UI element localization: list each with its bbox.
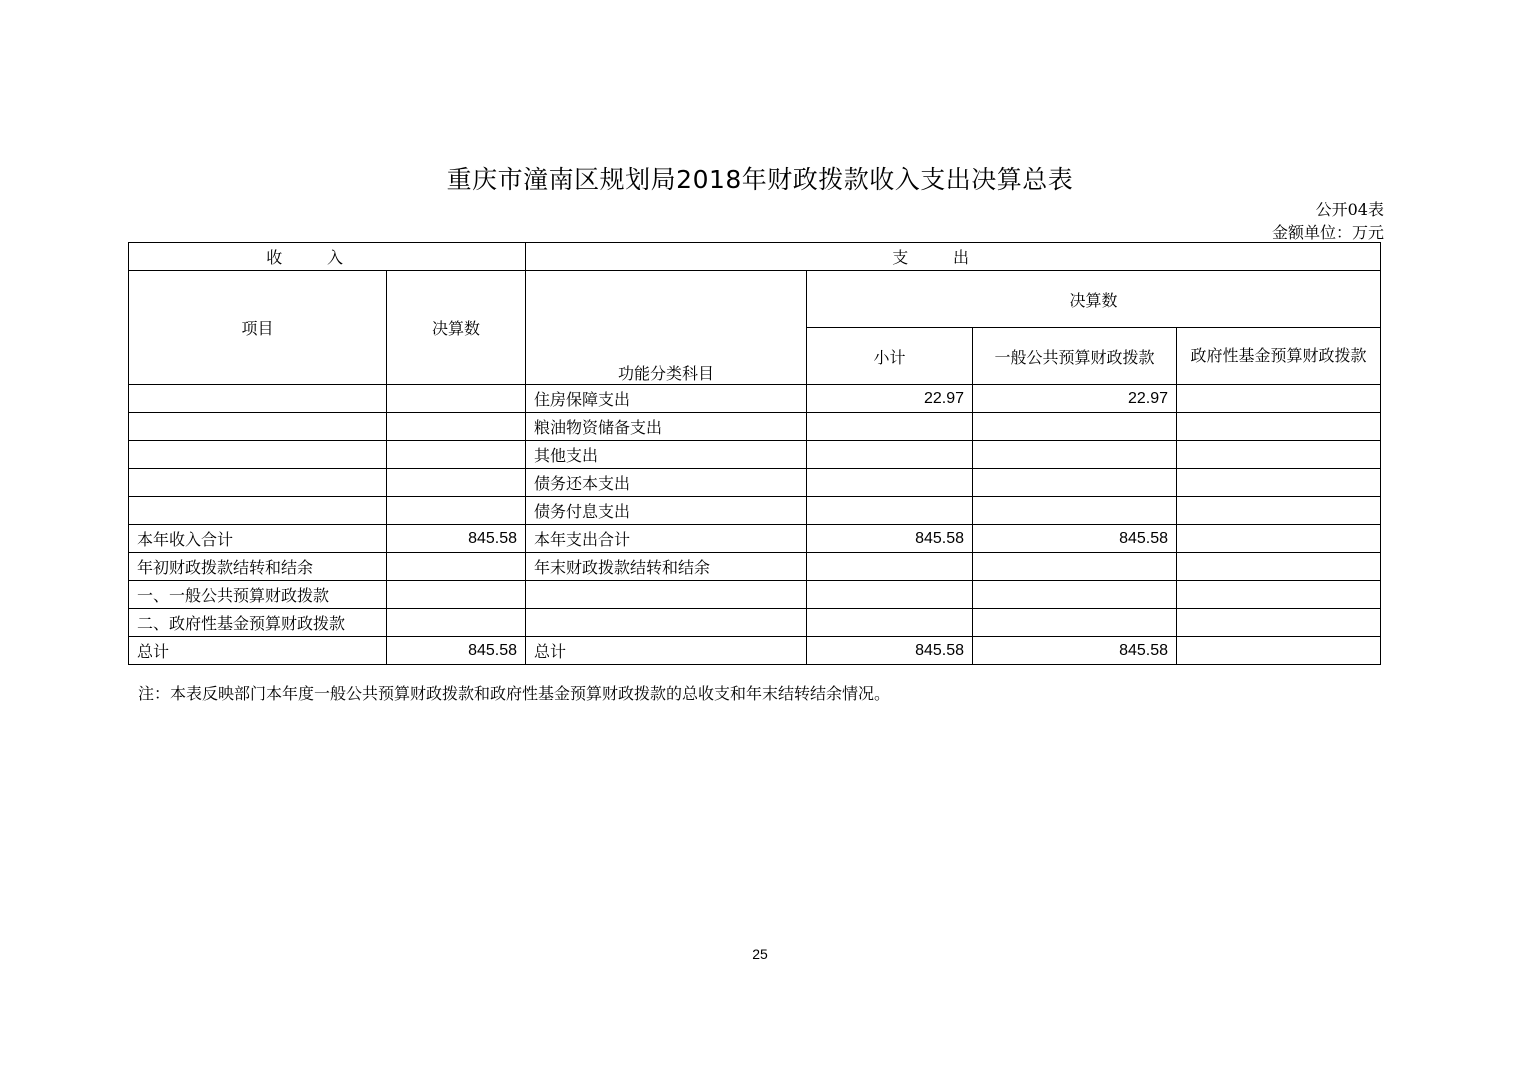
subtotal-cell: 845.58 [807,637,973,665]
item-cell [129,497,387,525]
item-cell [129,469,387,497]
general-budget-cell [973,553,1177,581]
income-amount-cell: 845.58 [387,637,526,665]
gov-fund-cell [1177,441,1381,469]
amount-unit: 金额单位：万元 [1271,223,1384,242]
header-row-section [129,243,1381,271]
gov-fund-cell [1177,385,1381,413]
general-budget-cell: 22.97 [973,385,1177,413]
gov-fund-cell [1177,637,1381,665]
gov-fund-cell [1177,553,1381,581]
table-row [129,525,1381,553]
item-cell: 年初财政拨款结转和结余 [129,553,387,581]
subtotal-cell [807,581,973,609]
table-body [129,385,1381,665]
income-amount-cell [387,609,526,637]
table-row [129,385,1381,413]
income-amount-cell [387,553,526,581]
item-cell [129,441,387,469]
gov-fund-cell [1177,469,1381,497]
expense-amount-header: 决算数 [807,271,1381,328]
category-cell: 年末财政拨款结转和结余 [526,553,807,581]
general-budget-cell [973,413,1177,441]
page-title: 重庆市潼南区规划局2018年财政拨款收入支出决算总表 [446,165,1074,194]
category-cell [526,609,807,637]
footnote: 注：本表反映部门本年度一般公共预算财政拨款和政府性基金预算财政拨款的总收支和年末结转结余情况。 [138,684,891,703]
gov-fund-cell [1177,497,1381,525]
table-row [129,553,1381,581]
table-row [129,637,1381,665]
table-row [129,469,1381,497]
income-amount-cell [387,497,526,525]
income-section-header: 收入 [129,243,526,271]
income-amount-cell [387,413,526,441]
subtotal-cell [807,609,973,637]
general-budget-cell: 845.58 [973,637,1177,665]
subtotal-cell: 22.97 [807,385,973,413]
general-budget-cell: 845.58 [973,525,1177,553]
table-row [129,497,1381,525]
gov-fund-header: 政府性基金预算财政拨款 [1177,328,1381,385]
income-amount-header: 决算数 [387,271,526,385]
category-cell: 债务还本支出 [526,469,807,497]
category-cell [526,581,807,609]
subtotal-header: 小计 [807,328,973,385]
category-cell: 住房保障支出 [526,385,807,413]
table-row [129,581,1381,609]
gov-fund-cell [1177,525,1381,553]
item-cell: 二、政府性基金预算财政拨款 [129,609,387,637]
item-cell [129,413,387,441]
category-cell: 粮油物资储备支出 [526,413,807,441]
table-row [129,609,1381,637]
subtotal-cell [807,441,973,469]
item-cell: 总计 [129,637,387,665]
item-cell: 本年收入合计 [129,525,387,553]
category-cell: 债务付息支出 [526,497,807,525]
table-row [129,413,1381,441]
subtotal-cell [807,469,973,497]
item-cell [129,385,387,413]
page-number: 25 [752,946,768,962]
general-budget-cell [973,441,1177,469]
gov-fund-cell [1177,609,1381,637]
subtotal-cell [807,553,973,581]
item-cell: 一、一般公共预算财政拨款 [129,581,387,609]
subtotal-cell: 845.58 [807,525,973,553]
item-header: 项目 [129,271,387,385]
income-amount-cell [387,441,526,469]
table-code: 公开04表 [1315,200,1384,219]
table-row [129,441,1381,469]
gov-fund-cell [1177,413,1381,441]
appropriation-summary-table [128,242,1381,665]
category-cell: 本年支出合计 [526,525,807,553]
general-budget-cell [973,609,1177,637]
category-cell: 其他支出 [526,441,807,469]
subtotal-cell [807,413,973,441]
category-cell: 总计 [526,637,807,665]
income-amount-cell [387,469,526,497]
general-budget-cell [973,497,1177,525]
income-amount-cell [387,385,526,413]
income-amount-cell [387,581,526,609]
header-row-columns [129,271,1381,328]
general-budget-header: 一般公共预算财政拨款 [973,328,1177,385]
function-category-header: 功能分类科目 [526,271,807,385]
gov-fund-cell [1177,581,1381,609]
expense-section-header: 支出 [526,243,1381,271]
income-amount-cell: 845.58 [387,525,526,553]
general-budget-cell [973,581,1177,609]
subtotal-cell [807,497,973,525]
general-budget-cell [973,469,1177,497]
